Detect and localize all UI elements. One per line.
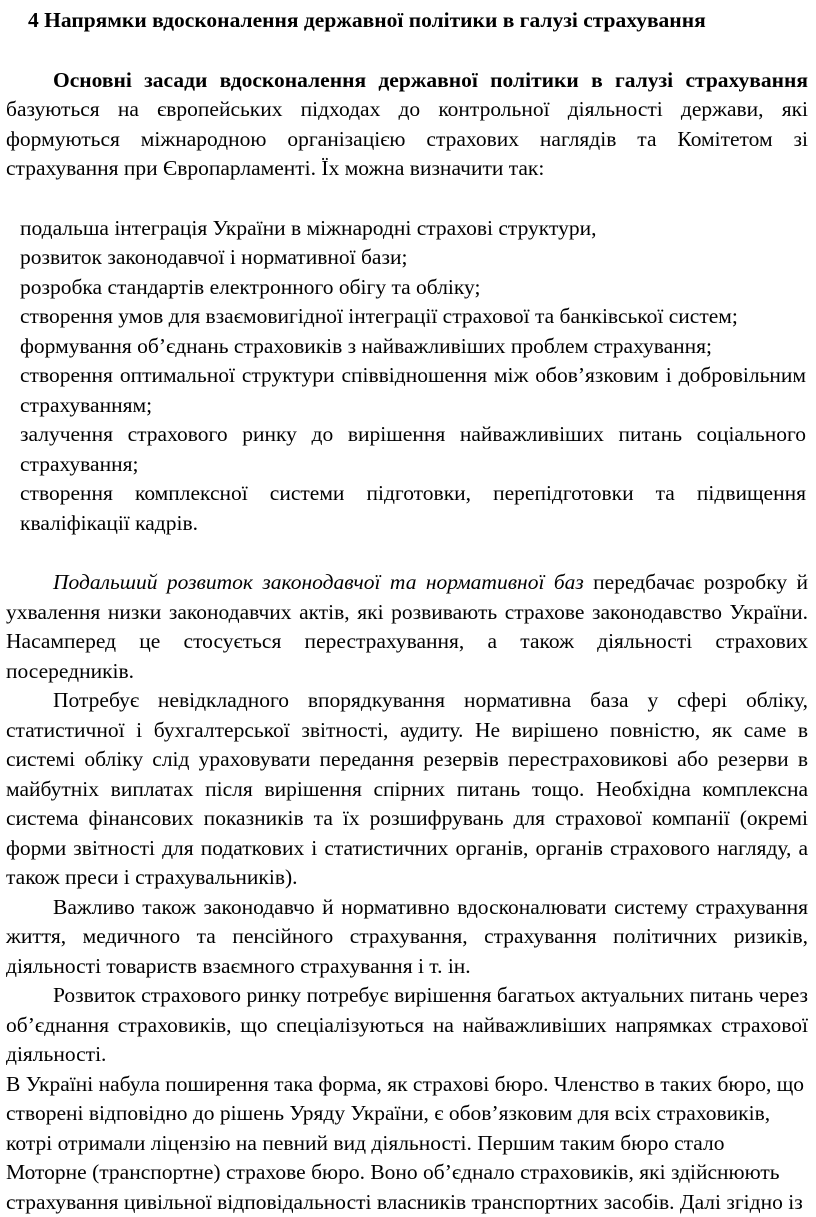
intro-paragraph (6, 66, 808, 184)
list-item: створення умов для взаємовигідної інтеграції страхової та банківської систем; (20, 302, 806, 332)
paragraph-legislation (6, 568, 808, 686)
intro-text: базуються на європейських підходах до контрольної діяльності держави, які формуються міжнародною організацією страхових наглядів та Комітетом зі страхування при Європарламенті. Їх можна визначити так: (6, 97, 808, 180)
directions-list (6, 214, 808, 539)
list-item: розвиток законодавчої і нормативної бази; (20, 243, 806, 273)
legislation-italic-phrase: Подальший розвиток законодавчої та нормативної баз (53, 570, 584, 594)
legislation-text: передбачає розробку й ухвалення низки законодавчих актів, які розвивають страхове законодавство України. Насамперед це стосується перестрахування, а також діяльності страхових посередників. (6, 570, 808, 683)
list-item: подальша інтеграція України в міжнародні страхові структури, (20, 214, 806, 244)
paragraph-life-insurance: Важливо також законодавчо й нормативно вдосконалювати систему страхування життя, медичного та пенсійного страхування, страхування політичних ризиків, діяльності товариств взаємного страхування і т. ін. (6, 893, 808, 982)
spacer (6, 184, 808, 214)
spacer (6, 36, 808, 66)
paragraph-market-development: Розвиток страхового ринку потребує вирішення багатьох актуальних питань через об’єднання страховиків, що спеціалізуються на найважливіших напрямках страхової діяльності. (6, 981, 808, 1070)
list-item: формування об’єднань страховиків з найважливіших проблем страхування; (20, 332, 806, 362)
list-item: залучення страхового ринку до вирішення найважливіших питань соціального страхування; (20, 420, 806, 479)
list-item: створення комплексної системи підготовки, перепідготовки та підвищення кваліфікації кадрів. (20, 479, 806, 538)
paragraph-accounting: Потребує невідкладного впорядкування нормативна база у сфері обліку, статистичної і бухгалтерської звітності, аудиту. Не вирішено повністю, як саме в системі обліку слід ураховувати передання резервів перестраховикові або резерви в майбутніх виплатах після вирішення спірних питань тощо. Необхідна комплексна система фінансових показників та їх розшифрувань для страхової компанії (окремі форми звітності для податкових і статистичних органів, органів страхового нагляду, а також преси і страхувальників). (6, 686, 808, 893)
list-item: розробка стандартів електронного обігу та обліку; (20, 273, 806, 303)
spacer (6, 538, 808, 568)
list-item: створення оптимальної структури співвідношення між обов’язковим і добровільним страхуванням; (20, 361, 806, 420)
intro-bold-phrase: Основні засади вдосконалення державної політики в галузі страхування (53, 68, 808, 92)
paragraph-insurance-bureaus: В Україні набула поширення така форма, як страхові бюро. Членство в таких бюро, що створені відповідно до рішень Уряду України, є обов’язковим для всіх страховиків, котрі отримали ліцензію на певний вид діяльності. Першим таким бюро стало Моторне (транспортне) страхове бюро. Воно об’єднало страховиків, які здійснюють страхування цивільної відповідальності власників транспортних засобів. Далі згідно із (6, 1070, 808, 1217)
section-heading: 4 Напрямки вдосконалення державної політики в галузі страхування (6, 6, 808, 36)
